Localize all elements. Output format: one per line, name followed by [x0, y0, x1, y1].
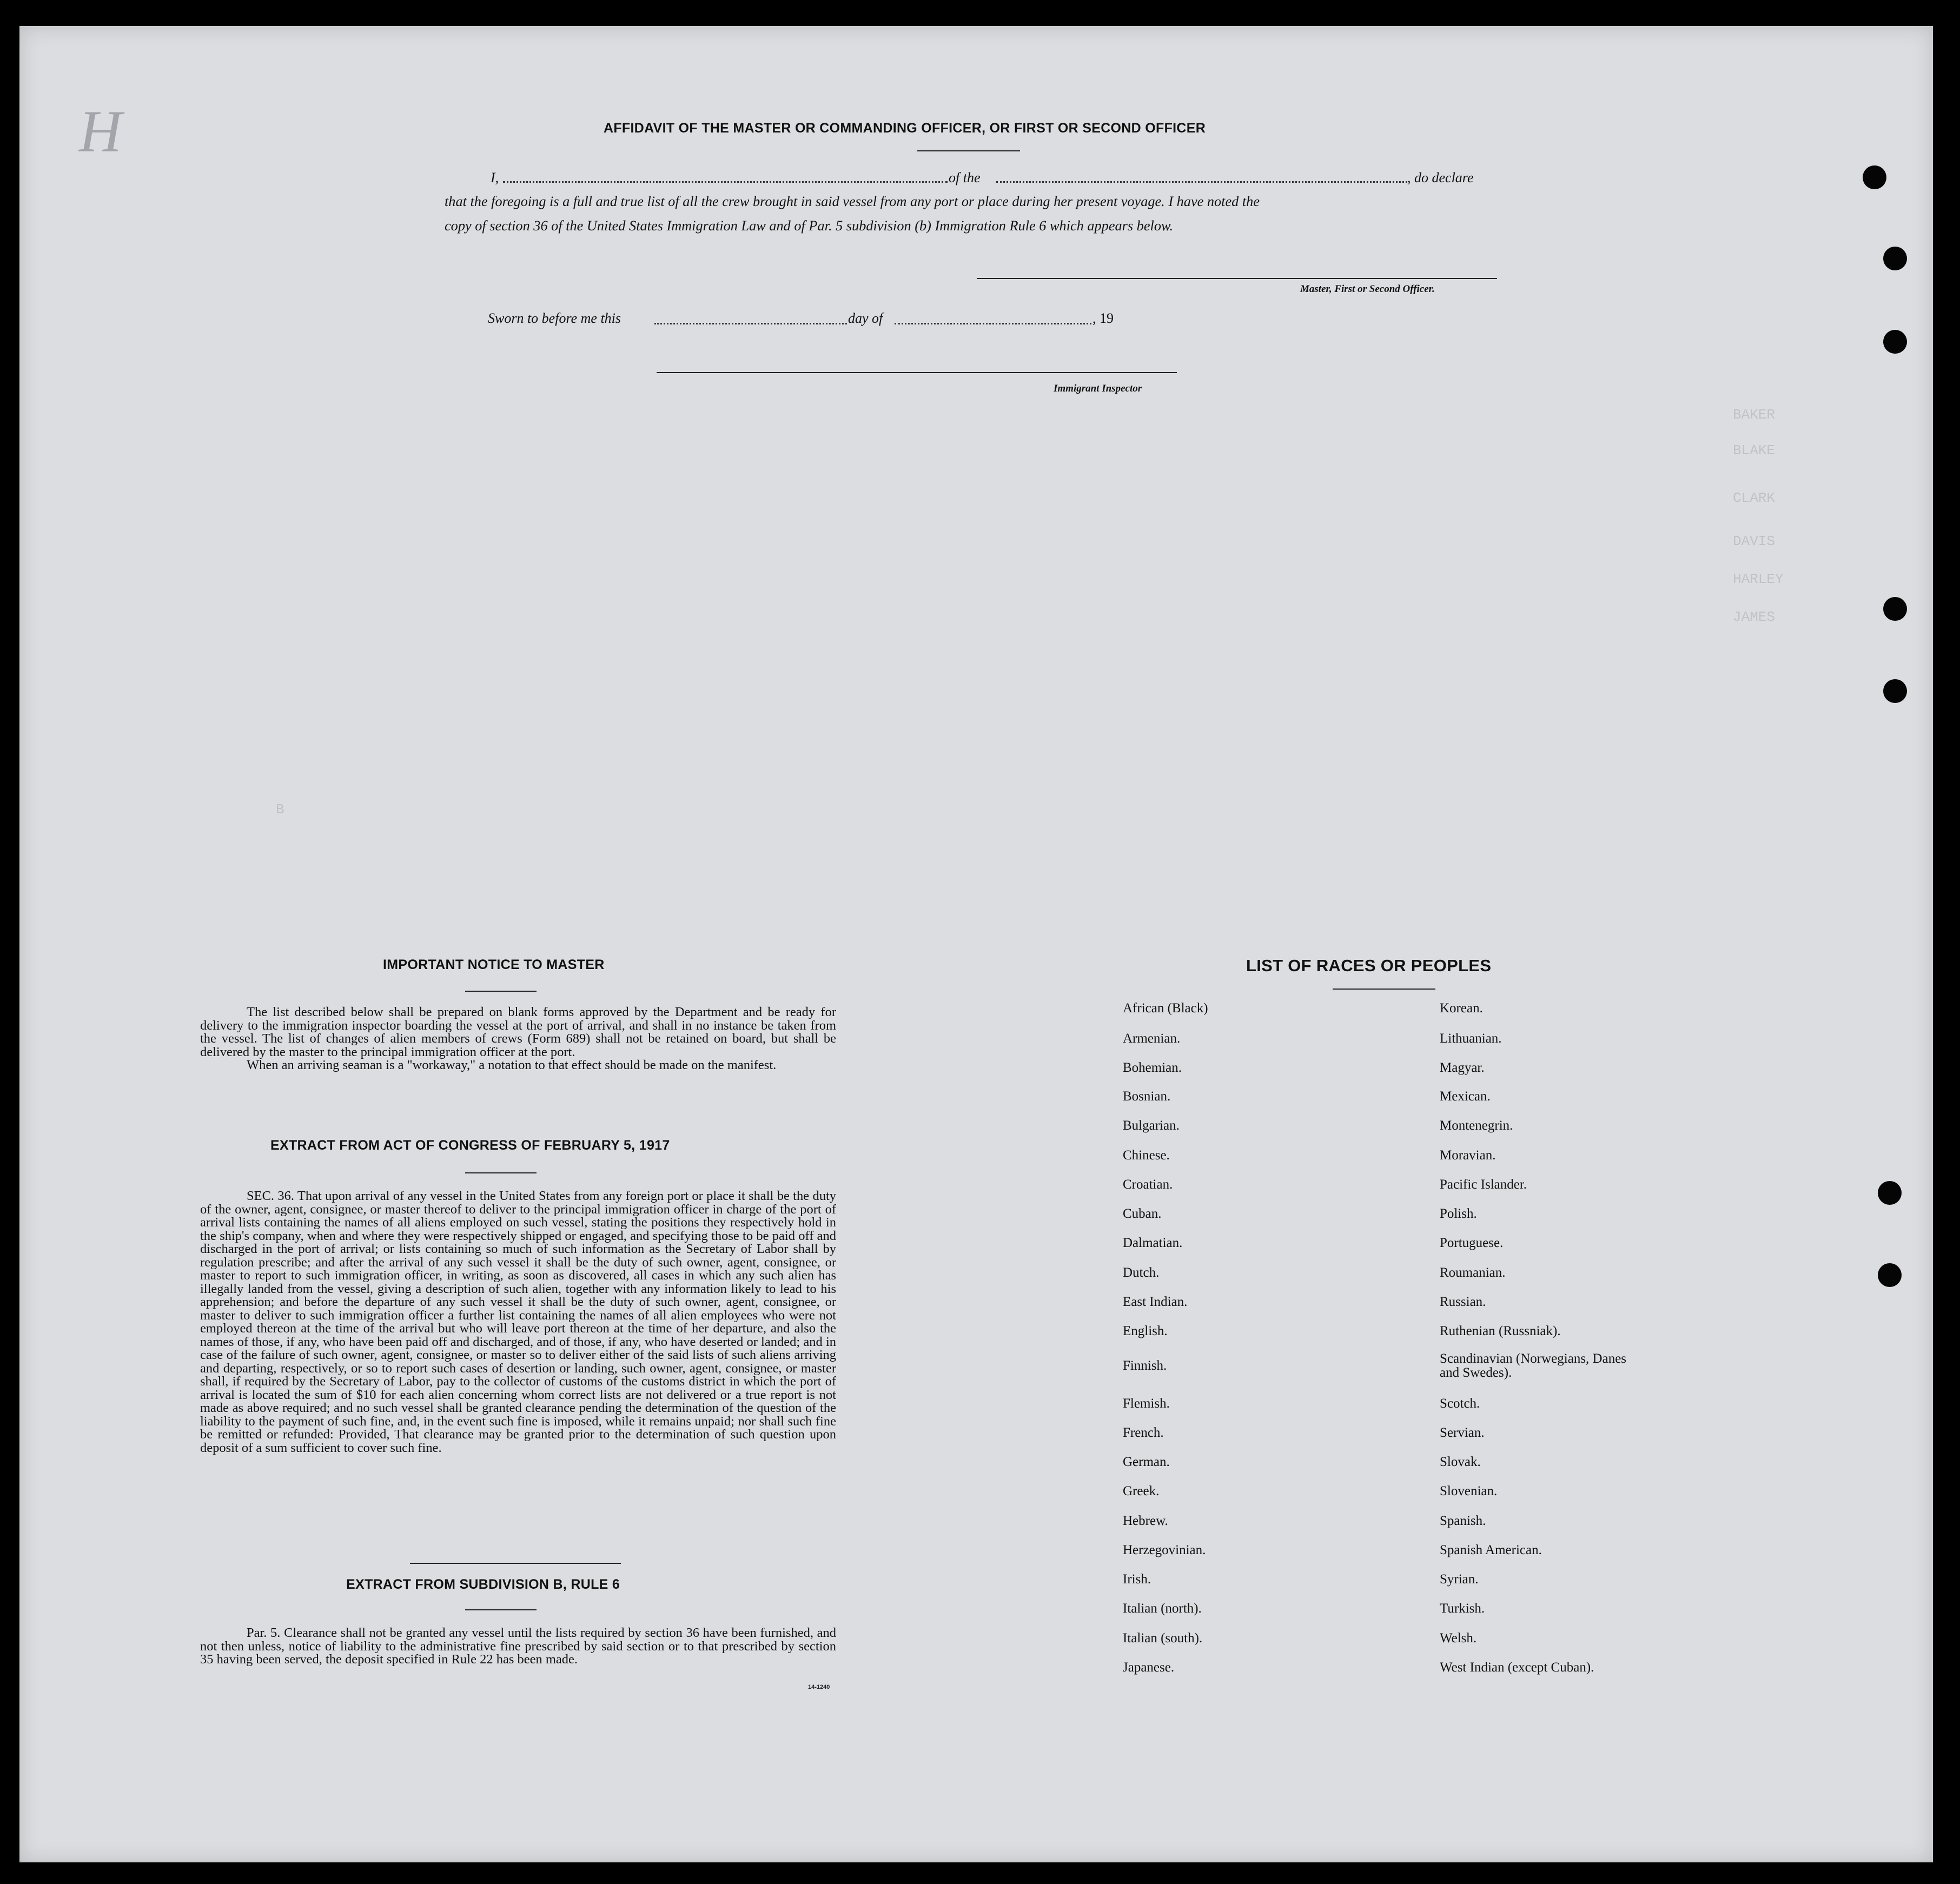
punch-hole: [1883, 679, 1907, 703]
race-item: African (Black): [1123, 1001, 1208, 1016]
race-item: Lithuanian.: [1440, 1031, 1502, 1046]
race-item: French.: [1123, 1425, 1164, 1440]
race-item: Portuguese.: [1440, 1236, 1504, 1250]
vessel-of-label: of the: [949, 170, 981, 185]
affidavit-line-2: that the foregoing is a full and true list of all the crew brought in said vessel from any port or place during her present voyage. I have noted the: [445, 194, 1260, 209]
notice-title-rule: [465, 991, 537, 992]
race-item: Italian (north).: [1123, 1601, 1202, 1616]
sworn-day-field[interactable]: [654, 323, 847, 324]
race-item: Bosnian.: [1123, 1089, 1171, 1104]
race-item: Turkish.: [1440, 1601, 1485, 1616]
notice-paragraph-1: The list described below shall be prepared on blank forms approved by the Department and be ready for delivery to the immigration inspector boarding the vessel at the port of arrival, and shall in no instance be taken from the vessel. The list of changes of alien members of crews (Form 689) shall not be retained on board, but shall be delivered by the master to the principal immigration officer at the port.: [200, 1005, 836, 1059]
declare-label: , do declare: [1407, 170, 1474, 185]
punch-hole: [1878, 1181, 1902, 1205]
bleed-through: CLARK: [1733, 490, 1776, 506]
race-item: Roumanian.: [1440, 1265, 1506, 1280]
notice-body: [200, 1006, 836, 1072]
race-item: Scotch.: [1440, 1396, 1480, 1411]
race-item: Spanish.: [1440, 1514, 1486, 1528]
race-item: Pacific Islander.: [1440, 1177, 1527, 1192]
race-item: Croatian.: [1123, 1177, 1173, 1192]
race-item: Armenian.: [1123, 1031, 1181, 1046]
race-item: Syrian.: [1440, 1572, 1479, 1587]
race-item: Italian (south).: [1123, 1631, 1203, 1646]
punch-hole: [1883, 597, 1907, 621]
race-item: Moravian.: [1440, 1148, 1496, 1163]
race-item: Bohemian.: [1123, 1060, 1182, 1075]
section-divider: [410, 1563, 621, 1564]
race-item: Bulgarian.: [1123, 1118, 1180, 1133]
race-item: East Indian.: [1123, 1295, 1188, 1309]
race-item: Servian.: [1440, 1425, 1485, 1440]
race-item: Finnish.: [1123, 1358, 1167, 1373]
bleed-through: DAVIS: [1733, 533, 1776, 549]
paragraph-5-text: Par. 5. Clearance shall not be granted any vessel until the lists required by section 36 have been furnished, and not then unless, notice of liability to the administrative fine prescribed by said section or to that prescribed by section 35 having been served, the deposit specified in Rule 22 has been made.: [200, 1626, 836, 1667]
sworn-month-field[interactable]: [895, 323, 1091, 324]
race-item: Dalmatian.: [1123, 1236, 1183, 1250]
rule-title: EXTRACT FROM SUBDIVISION B, RULE 6: [346, 1577, 620, 1592]
bleed-through: BAKER: [1733, 407, 1776, 423]
race-item: Herzegovinian.: [1123, 1543, 1206, 1557]
race-item: German.: [1123, 1455, 1170, 1469]
master-signature-line[interactable]: [977, 278, 1497, 279]
race-item: Japanese.: [1123, 1660, 1175, 1675]
affidavit-line-3: copy of section 36 of the United States Immigration Law and of Par. 5 subdivision (b) Immigration Rule 6 which appears below.: [445, 218, 1174, 234]
race-item: Flemish.: [1123, 1396, 1170, 1411]
race-item: Ruthenian (Russniak).: [1440, 1324, 1561, 1338]
vessel-name-field[interactable]: [996, 181, 1407, 183]
sworn-label: Sworn to before me this: [488, 310, 621, 326]
day-of-label: day of: [848, 310, 883, 326]
race-item: Cuban.: [1123, 1206, 1162, 1221]
section-36-text: SEC. 36. That upon arrival of any vessel in the United States from any foreign port or place it shall be the duty of the owner, agent, consignee, or master thereof to deliver to the principal immigration officer in charge of the port of arrival lists containing the names of all aliens employed on such vessel, stating the positions they respectively hold in the ship's company, when and where they were respectively shipped or engaged, and specifying those to be paid off and discharged in the port of arrival; or lists containing so much of such information as the Secretary of Labor shall by regulation prescribe; and after the arrival of any such vessel it shall be the duty of such owner, agent, consignee, or master to report to such immigration officer, in writing, as soon as discovered, all cases in which any such alien has illegally landed from the vessel, giving a description of such alien, together with any information likely to lead to his apprehension; and before the departure of any such vessel it shall be the duty of such owner, agent, consignee, or master to deliver to such immigration officer a further list containing the names of all alien employees who were not employed thereon at the time of the arrival but who will leave port thereon at the time of her departure, and also the names of those, if any, who have been paid off and discharged, and of those, if any, who have deserted or landed; and in case of the failure of such owner, agent, consignee, or master so to deliver either of the said lists of such aliens arriving and departing, respectively, or so to report such cases of desertion or landing, such owner, agent, consignee, or master shall, if required by the Secretary of Labor, pay to the collector of customs of the customs district in which the port of arrival is located the sum of $10 for each alien concerning whom correct lists are not delivered or a true report is not made as above required; and no such vessel shall be granted clearance pending the determination of the question of the liability to the payment of such fine, and, in the event such fine is imposed, while it remains unpaid; nor shall such fine be remitted or refunded: Provided, That clearance may be granted prior to the determination of such question upon deposit of a sum sufficient to cover such fine.: [200, 1189, 836, 1455]
race-item: Chinese.: [1123, 1148, 1170, 1163]
race-item: Montenegrin.: [1440, 1118, 1513, 1133]
race-item: Irish.: [1123, 1572, 1151, 1587]
declarant-name-field[interactable]: [503, 181, 948, 183]
act-title: EXTRACT FROM ACT OF CONGRESS OF FEBRUARY 5, 1917: [270, 1138, 670, 1153]
act-body: [200, 1190, 836, 1455]
affidavit-title-rule: [917, 150, 1020, 151]
notice-title: IMPORTANT NOTICE TO MASTER: [383, 957, 605, 972]
inspector-signature-line[interactable]: [657, 372, 1177, 373]
rule-body: [200, 1627, 836, 1667]
punch-hole: [1883, 247, 1907, 270]
punch-hole: [1883, 330, 1907, 354]
act-title-rule: [465, 1172, 537, 1173]
races-title-rule: [1333, 989, 1435, 990]
race-item: Hebrew.: [1123, 1514, 1168, 1528]
bleed-through: HARLEY: [1733, 571, 1784, 587]
race-item: Welsh.: [1440, 1631, 1477, 1646]
punch-hole: [1863, 165, 1886, 189]
bleed-through: B: [276, 801, 284, 818]
form-sheet: [19, 26, 1933, 1862]
punch-hole: [1878, 1263, 1902, 1287]
race-item: Dutch.: [1123, 1265, 1160, 1280]
race-item: Korean.: [1440, 1001, 1483, 1016]
race-item: Scandinavian (Norwegians, Danes and Swedes).: [1440, 1351, 1627, 1380]
master-signature-caption: Master, First or Second Officer.: [1300, 283, 1435, 295]
bleed-through: JAMES: [1733, 609, 1776, 625]
race-item: Polish.: [1440, 1206, 1477, 1221]
bleed-through: BLAKE: [1733, 442, 1776, 459]
affidavit-title: AFFIDAVIT OF THE MASTER OR COMMANDING OFFICER, OR FIRST OR SECOND OFFICER: [604, 121, 1206, 136]
inspector-caption: Immigrant Inspector: [1054, 383, 1142, 394]
race-item: Mexican.: [1440, 1089, 1491, 1104]
declarant-label: I,: [491, 170, 499, 185]
year-label: , 19: [1092, 310, 1114, 326]
race-item: Slovak.: [1440, 1455, 1481, 1469]
race-item: Greek.: [1123, 1484, 1160, 1498]
race-item: West Indian (except Cuban).: [1440, 1660, 1594, 1675]
races-title: LIST OF RACES OR PEOPLES: [1246, 956, 1492, 975]
race-item: Slovenian.: [1440, 1484, 1498, 1498]
form-number: 14-1240: [808, 1684, 830, 1690]
rule-title-rule: [465, 1609, 537, 1610]
race-item: Spanish American.: [1440, 1543, 1542, 1557]
handwritten-mark: H: [79, 98, 122, 164]
race-item: Russian.: [1440, 1295, 1486, 1309]
race-item: Magyar.: [1440, 1060, 1485, 1075]
race-item: English.: [1123, 1324, 1168, 1338]
notice-paragraph-2: When an arriving seaman is a "workaway," a notation to that effect should be made on the manifest.: [247, 1058, 777, 1072]
